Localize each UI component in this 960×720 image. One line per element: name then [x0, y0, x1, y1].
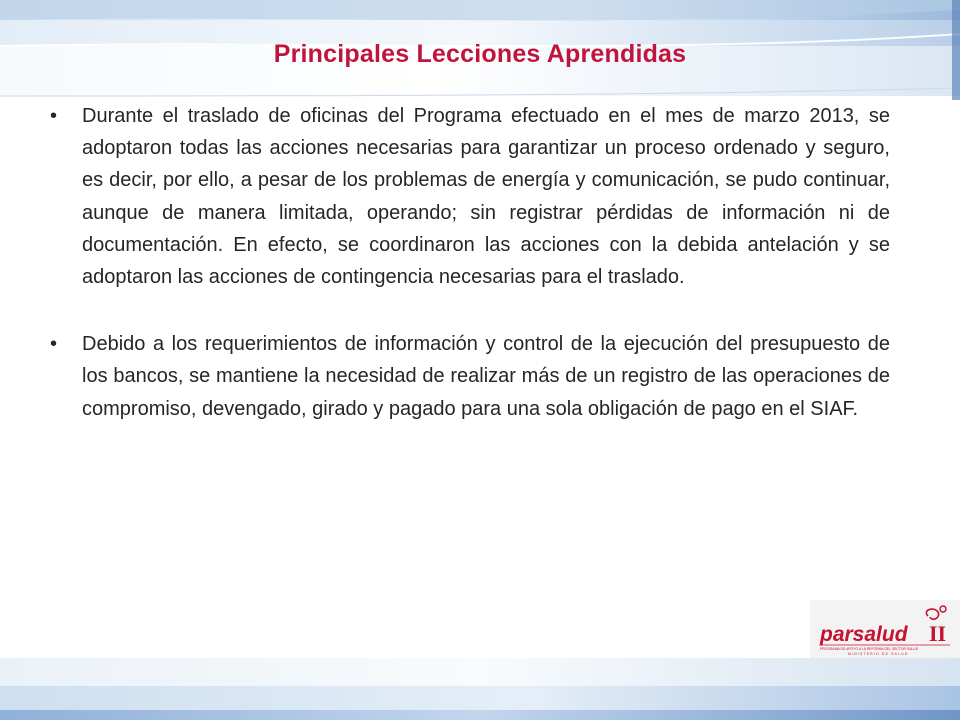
swirl-icon	[926, 609, 938, 619]
parsalud-logo	[810, 600, 960, 658]
list-item	[50, 100, 890, 293]
bullet-icon: •	[50, 333, 58, 356]
bullet-text: Debido a los requerimientos de información y control de la ejecución del presupuesto de los bancos, se mantiene la necesidad de realizar más de un registro de las operaciones de compromiso, devengado, girado y pagado para una sola obligación de pago en el SIAF.	[82, 333, 890, 420]
logo-numeral: II	[929, 621, 947, 646]
page-title: Principales Lecciones Aprendidas	[273, 40, 687, 68]
logo-ministry: MINISTERIO DE SALUD	[848, 652, 909, 656]
bullet-icon: •	[50, 105, 58, 127]
logo-wordmark: parsalud	[820, 623, 908, 646]
logo-tagline: PROGRAMA DE APOYO A LA REFORMA DEL SECTOR SALUD	[820, 647, 919, 651]
bullet-list	[50, 100, 890, 460]
bottom-decorative-band	[0, 658, 960, 720]
bullet-text: Durante el traslado de oficinas del Programa efectuado en el mes de marzo 2013, se adoptaron todas las acciones necesarias para garantizar un proceso ordenado y seguro, es decir, por ello, a pesar de los problemas de energía y comunicación, se pudo continuar, aunque de manera limitada, operando; sin registrar pérdidas de información ni de documentación. En efecto, se coordinaron las acciones con la debida antelación y se adoptaron las acciones de contingencia necesarias para el traslado.	[82, 105, 890, 289]
list-item	[50, 328, 890, 425]
